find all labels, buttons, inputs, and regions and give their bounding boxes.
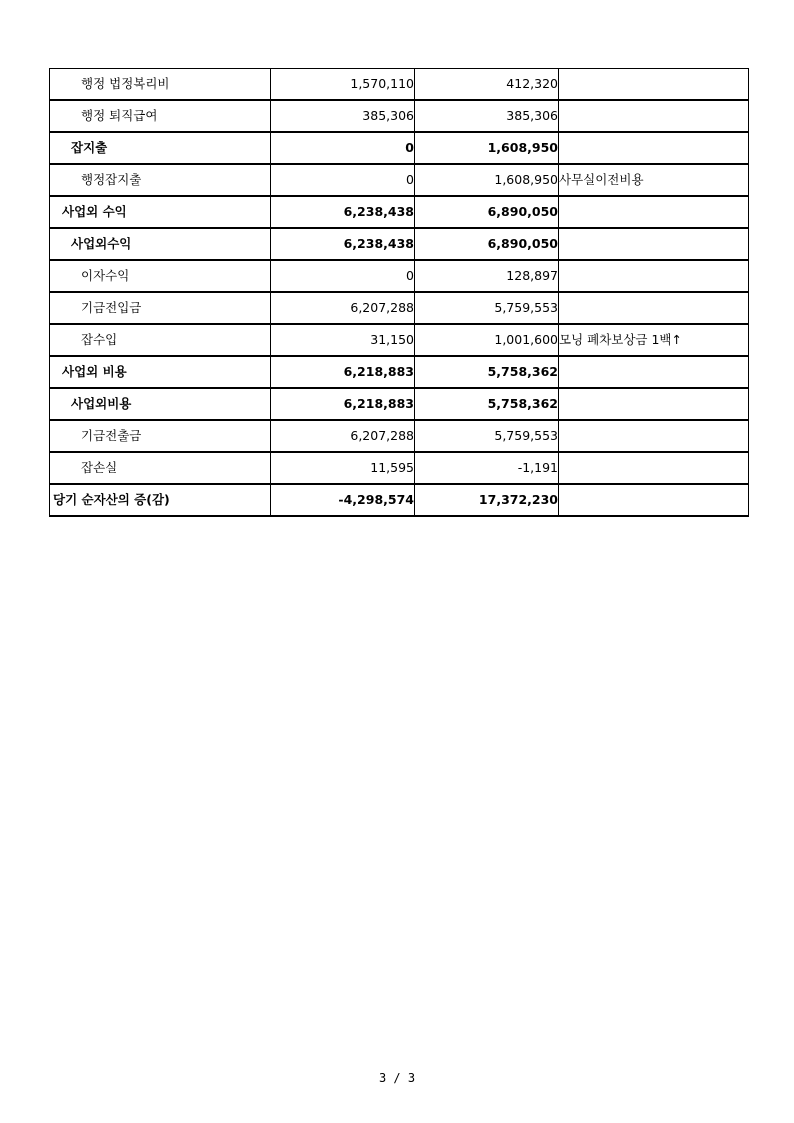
row-label: 기금전출금 (50, 420, 271, 452)
current-amount: 6,218,883 (271, 388, 415, 420)
row-note (559, 420, 749, 452)
prior-amount: 385,306 (415, 100, 559, 132)
current-amount: 6,207,288 (271, 292, 415, 324)
table-row (50, 356, 749, 388)
table-row-total (50, 484, 749, 516)
row-note (559, 452, 749, 484)
table-row (50, 260, 749, 292)
table-row (50, 196, 749, 228)
row-label: 잡수입 (50, 324, 271, 356)
current-amount: 385,306 (271, 100, 415, 132)
row-note: 사무실이전비용 (559, 164, 749, 196)
prior-amount: 1,608,950 (415, 132, 559, 164)
prior-amount: 1,608,950 (415, 164, 559, 196)
row-note (559, 292, 749, 324)
prior-amount: 5,758,362 (415, 388, 559, 420)
row-note (559, 228, 749, 260)
table-row (50, 452, 749, 484)
row-label: 사업외 수익 (50, 196, 271, 228)
table-row (50, 100, 749, 132)
row-label: 행정잡지출 (50, 164, 271, 196)
prior-amount: 128,897 (415, 260, 559, 292)
page-indicator: 3 / 3 (378, 1071, 416, 1085)
table-row (50, 292, 749, 324)
prior-amount: 17,372,230 (415, 484, 559, 516)
current-amount: 1,570,110 (271, 69, 415, 101)
row-label: 행정 퇴직급여 (50, 100, 271, 132)
prior-amount: -1,191 (415, 452, 559, 484)
table-row (50, 420, 749, 452)
current-amount: 6,238,438 (271, 228, 415, 260)
current-amount: 0 (271, 260, 415, 292)
prior-amount: 6,890,050 (415, 228, 559, 260)
table-row (50, 228, 749, 260)
row-note (559, 388, 749, 420)
row-note (559, 196, 749, 228)
row-note (559, 260, 749, 292)
table-body (50, 69, 749, 517)
current-amount: 31,150 (271, 324, 415, 356)
row-label: 행정 법정복리비 (50, 69, 271, 101)
financial-statement-table (49, 68, 749, 517)
row-label: 사업외수익 (50, 228, 271, 260)
table-row (50, 132, 749, 164)
table-row (50, 69, 749, 101)
row-note (559, 132, 749, 164)
table-row (50, 388, 749, 420)
row-label: 이자수익 (50, 260, 271, 292)
row-label: 기금전입금 (50, 292, 271, 324)
row-note (559, 69, 749, 101)
row-label: 사업외 비용 (50, 356, 271, 388)
row-label: 사업외비용 (50, 388, 271, 420)
row-label: 잡손실 (50, 452, 271, 484)
current-amount: 6,238,438 (271, 196, 415, 228)
prior-amount: 5,758,362 (415, 356, 559, 388)
current-amount: 6,218,883 (271, 356, 415, 388)
prior-amount: 1,001,600 (415, 324, 559, 356)
table-row (50, 324, 749, 356)
current-amount: -4,298,574 (271, 484, 415, 516)
prior-amount: 412,320 (415, 69, 559, 101)
current-amount: 11,595 (271, 452, 415, 484)
row-label: 잡지출 (50, 132, 271, 164)
row-note (559, 356, 749, 388)
row-note (559, 100, 749, 132)
current-amount: 6,207,288 (271, 420, 415, 452)
row-note (559, 484, 749, 516)
current-amount: 0 (271, 164, 415, 196)
current-amount: 0 (271, 132, 415, 164)
table-row (50, 164, 749, 196)
prior-amount: 6,890,050 (415, 196, 559, 228)
prior-amount: 5,759,553 (415, 292, 559, 324)
row-note: 모닝 폐차보상금 1백↑ (559, 324, 749, 356)
row-label: 당기 순자산의 증(감) (50, 484, 271, 516)
prior-amount: 5,759,553 (415, 420, 559, 452)
